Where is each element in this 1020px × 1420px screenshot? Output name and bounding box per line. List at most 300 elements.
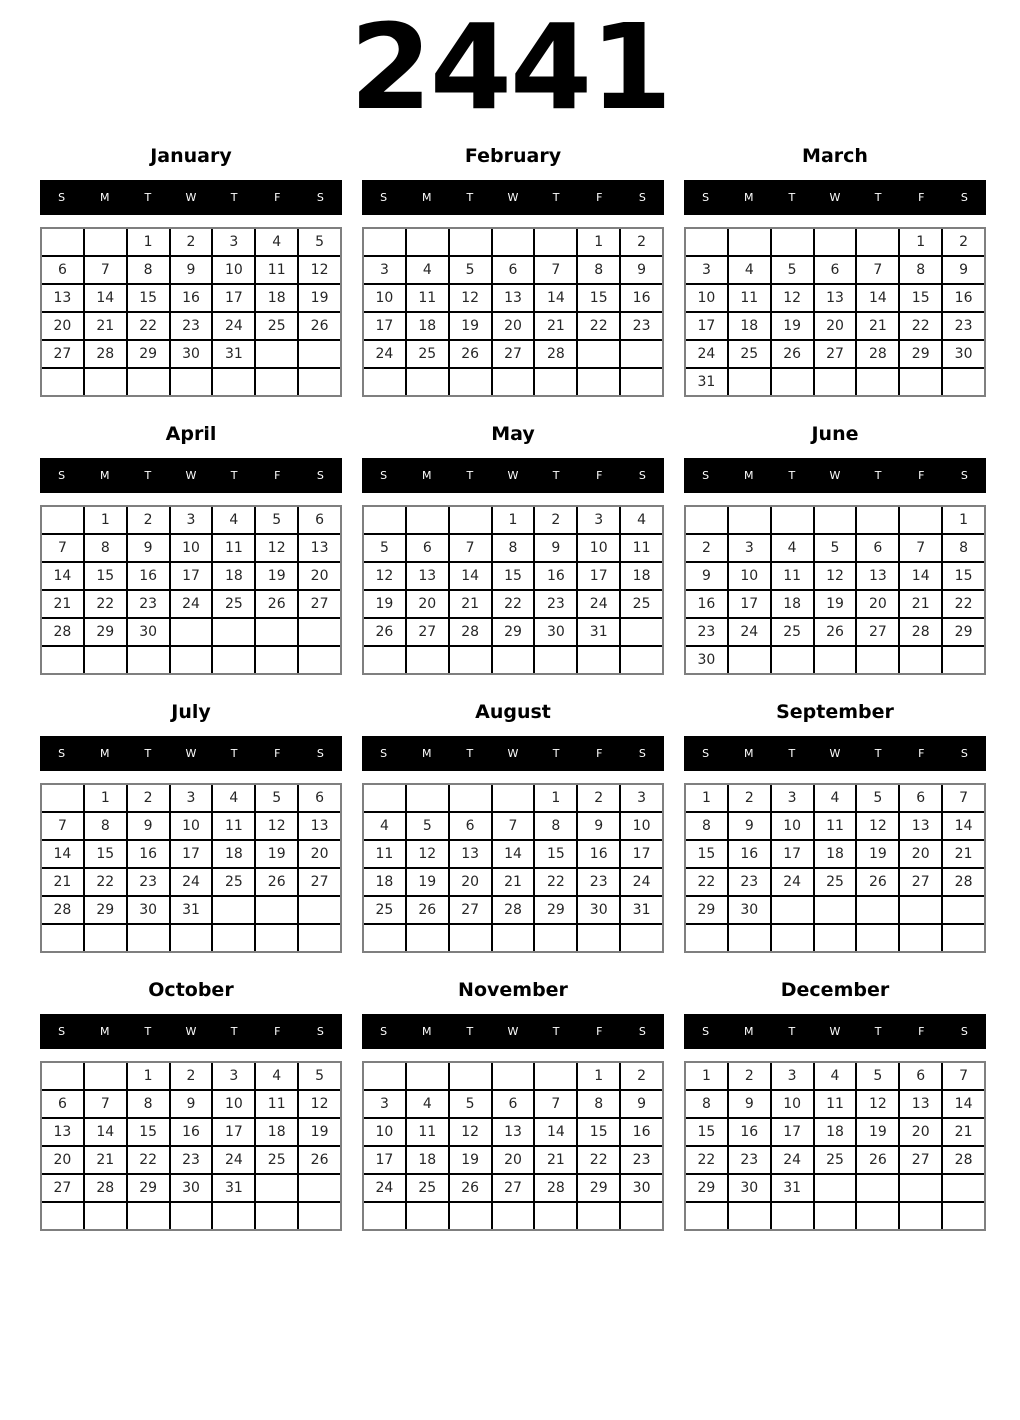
weekday-header-row (362, 1014, 664, 1049)
date-cell (943, 647, 984, 673)
date-cell: 12 (857, 813, 898, 839)
date-cell (85, 1063, 126, 1089)
date-cell (42, 1203, 83, 1229)
weekday-header-row (40, 180, 342, 215)
day-header: S (638, 1025, 646, 1038)
date-cell: 16 (128, 841, 169, 867)
date-cell: 11 (213, 813, 254, 839)
month-grid-border (362, 227, 664, 397)
date-cell: 2 (686, 535, 727, 561)
date-cell: 29 (85, 619, 126, 645)
date-cell: 28 (85, 1175, 126, 1201)
date-cell: 16 (621, 1119, 662, 1145)
date-cell: 2 (578, 785, 619, 811)
date-cell: 4 (256, 229, 297, 255)
date-cell: 31 (213, 341, 254, 367)
day-header: W (507, 469, 519, 482)
date-cell (171, 925, 212, 951)
day-header: T (788, 191, 796, 204)
date-cell (364, 647, 405, 673)
date-cell: 14 (535, 1119, 576, 1145)
date-cell: 2 (128, 785, 169, 811)
date-cell: 23 (729, 869, 770, 895)
date-cell: 14 (943, 1091, 984, 1117)
day-header: W (185, 191, 197, 204)
date-cell: 31 (171, 897, 212, 923)
month-title: July (171, 701, 211, 723)
date-cell: 27 (42, 1175, 83, 1201)
date-cell: 26 (256, 591, 297, 617)
date-cell: 29 (128, 341, 169, 367)
date-cell: 5 (299, 229, 340, 255)
date-cell: 9 (128, 813, 169, 839)
date-cell (213, 1203, 254, 1229)
day-header: T (552, 747, 560, 760)
date-cell: 8 (686, 813, 727, 839)
date-cell (729, 647, 770, 673)
date-cell (407, 925, 448, 951)
date-cell: 13 (900, 813, 941, 839)
date-cell (450, 925, 491, 951)
day-header: T (230, 747, 238, 760)
date-cell (772, 1203, 813, 1229)
date-cell: 2 (943, 229, 984, 255)
date-cell: 23 (621, 1147, 662, 1173)
date-cell: 18 (256, 285, 297, 311)
date-cell: 25 (621, 591, 662, 617)
day-header: W (185, 469, 197, 482)
date-cell (128, 925, 169, 951)
weekday-header-row (684, 180, 986, 215)
date-cell (299, 1203, 340, 1229)
date-cell (256, 619, 297, 645)
date-cell: 9 (729, 813, 770, 839)
month-title: January (150, 145, 232, 167)
date-cell: 30 (686, 647, 727, 673)
date-cell (364, 785, 405, 811)
date-cell: 11 (621, 535, 662, 561)
month-august (362, 698, 664, 953)
month-title: September (776, 701, 894, 723)
date-cell (900, 925, 941, 951)
date-cell: 10 (686, 285, 727, 311)
date-cell: 1 (128, 1063, 169, 1089)
date-cell (857, 647, 898, 673)
date-cell: 25 (407, 1175, 448, 1201)
date-cell: 3 (171, 507, 212, 533)
date-cell: 8 (85, 535, 126, 561)
date-cell: 30 (128, 619, 169, 645)
date-cell (772, 925, 813, 951)
date-cell (128, 369, 169, 395)
date-cell: 1 (128, 229, 169, 255)
date-cell: 8 (578, 1091, 619, 1117)
day-header: M (743, 747, 754, 760)
date-cell (857, 229, 898, 255)
date-cell: 7 (42, 813, 83, 839)
date-cell: 20 (493, 1147, 534, 1173)
date-cell: 16 (621, 285, 662, 311)
date-cell: 7 (900, 535, 941, 561)
date-cell: 6 (900, 1063, 941, 1089)
month-october (40, 976, 342, 1231)
day-header: T (552, 191, 560, 204)
date-cell: 17 (729, 591, 770, 617)
weekday-header-row (362, 736, 664, 771)
date-cell: 22 (85, 591, 126, 617)
month-grid (364, 785, 662, 951)
date-cell: 19 (450, 313, 491, 339)
date-cell: 5 (256, 507, 297, 533)
date-cell: 23 (686, 619, 727, 645)
month-april (40, 420, 342, 675)
month-grid-border (684, 783, 986, 953)
day-header: S (638, 747, 646, 760)
date-cell (686, 229, 727, 255)
date-cell: 21 (943, 1119, 984, 1145)
month-september (684, 698, 986, 953)
date-cell (493, 229, 534, 255)
date-cell: 16 (943, 285, 984, 311)
date-cell: 19 (256, 841, 297, 867)
date-cell (256, 647, 297, 673)
date-cell: 1 (943, 507, 984, 533)
date-cell: 10 (729, 563, 770, 589)
date-cell: 6 (42, 257, 83, 283)
date-cell: 7 (535, 1091, 576, 1117)
date-cell (900, 1175, 941, 1201)
date-cell: 18 (815, 841, 856, 867)
month-title: October (148, 979, 234, 1001)
date-cell (171, 619, 212, 645)
date-cell: 21 (900, 591, 941, 617)
date-cell: 24 (621, 869, 662, 895)
date-cell: 20 (42, 313, 83, 339)
date-cell: 8 (535, 813, 576, 839)
day-header: T (144, 191, 152, 204)
date-cell (85, 1203, 126, 1229)
day-header: T (874, 469, 882, 482)
day-header: W (829, 469, 841, 482)
date-cell: 4 (729, 257, 770, 283)
date-cell: 23 (535, 591, 576, 617)
date-cell: 21 (450, 591, 491, 617)
date-cell: 26 (450, 341, 491, 367)
date-cell: 23 (128, 869, 169, 895)
date-cell: 12 (256, 535, 297, 561)
date-cell: 22 (900, 313, 941, 339)
date-cell: 28 (42, 619, 83, 645)
date-cell: 26 (450, 1175, 491, 1201)
date-cell (535, 647, 576, 673)
day-header: T (552, 469, 560, 482)
date-cell: 17 (213, 1119, 254, 1145)
date-cell: 20 (900, 1119, 941, 1145)
date-cell: 21 (857, 313, 898, 339)
date-cell (85, 925, 126, 951)
day-header: S (58, 191, 66, 204)
date-cell (407, 785, 448, 811)
date-cell: 10 (772, 813, 813, 839)
date-cell (621, 925, 662, 951)
day-header: M (421, 469, 432, 482)
date-cell: 7 (943, 785, 984, 811)
date-cell (450, 647, 491, 673)
date-cell: 18 (815, 1119, 856, 1145)
day-header: S (316, 747, 324, 760)
weekday-header-row (362, 180, 664, 215)
date-cell: 26 (857, 869, 898, 895)
date-cell (450, 369, 491, 395)
date-cell: 3 (213, 1063, 254, 1089)
date-cell (256, 341, 297, 367)
day-header: F (596, 1025, 603, 1038)
date-cell: 28 (42, 897, 83, 923)
day-header: S (702, 747, 710, 760)
day-header: M (743, 191, 754, 204)
date-cell: 29 (900, 341, 941, 367)
date-cell: 3 (772, 1063, 813, 1089)
date-cell (299, 925, 340, 951)
date-cell: 8 (900, 257, 941, 283)
date-cell (42, 507, 83, 533)
day-header: W (829, 747, 841, 760)
date-cell: 2 (729, 785, 770, 811)
date-cell: 13 (493, 1119, 534, 1145)
date-cell: 30 (729, 897, 770, 923)
date-cell: 8 (85, 813, 126, 839)
day-header: F (918, 747, 925, 760)
weekday-header-row (40, 736, 342, 771)
date-cell (578, 341, 619, 367)
date-cell (729, 369, 770, 395)
date-cell: 30 (729, 1175, 770, 1201)
date-cell (943, 1175, 984, 1201)
date-cell: 2 (171, 1063, 212, 1089)
weekday-header-row (684, 736, 986, 771)
date-cell (364, 1063, 405, 1089)
day-header: S (702, 469, 710, 482)
date-cell: 14 (85, 1119, 126, 1145)
date-cell: 21 (535, 1147, 576, 1173)
date-cell (364, 507, 405, 533)
date-cell: 25 (256, 313, 297, 339)
date-cell (450, 1063, 491, 1089)
date-cell (213, 925, 254, 951)
date-cell: 24 (364, 1175, 405, 1201)
date-cell: 13 (450, 841, 491, 867)
date-cell: 22 (578, 313, 619, 339)
date-cell: 20 (900, 841, 941, 867)
date-cell: 17 (578, 563, 619, 589)
date-cell: 18 (256, 1119, 297, 1145)
day-header: F (596, 747, 603, 760)
months-grid (0, 142, 1020, 1254)
day-header: S (58, 469, 66, 482)
date-cell: 27 (857, 619, 898, 645)
date-cell (299, 619, 340, 645)
day-header: M (99, 469, 110, 482)
date-cell (450, 229, 491, 255)
day-header: F (918, 1025, 925, 1038)
day-header: M (421, 747, 432, 760)
date-cell: 1 (535, 785, 576, 811)
date-cell (450, 785, 491, 811)
date-cell: 8 (128, 1091, 169, 1117)
date-cell: 24 (213, 1147, 254, 1173)
date-cell: 31 (621, 897, 662, 923)
date-cell: 10 (364, 1119, 405, 1145)
day-header: S (702, 191, 710, 204)
date-cell: 17 (772, 841, 813, 867)
day-header: W (507, 747, 519, 760)
weekday-header-row (684, 458, 986, 493)
month-grid (364, 507, 662, 673)
date-cell (729, 925, 770, 951)
date-cell: 7 (493, 813, 534, 839)
date-cell: 25 (364, 897, 405, 923)
date-cell: 12 (450, 285, 491, 311)
date-cell: 25 (256, 1147, 297, 1173)
date-cell (900, 369, 941, 395)
day-header: S (638, 191, 646, 204)
date-cell: 13 (815, 285, 856, 311)
date-cell (42, 785, 83, 811)
date-cell: 29 (686, 1175, 727, 1201)
date-cell: 9 (171, 257, 212, 283)
month-grid (686, 507, 984, 673)
date-cell: 11 (364, 841, 405, 867)
date-cell: 23 (729, 1147, 770, 1173)
date-cell: 17 (213, 285, 254, 311)
date-cell: 6 (407, 535, 448, 561)
date-cell (493, 369, 534, 395)
day-header: W (829, 191, 841, 204)
date-cell: 11 (772, 563, 813, 589)
date-cell: 7 (450, 535, 491, 561)
day-header: F (918, 469, 925, 482)
date-cell: 24 (171, 869, 212, 895)
date-cell (535, 229, 576, 255)
month-january (40, 142, 342, 397)
date-cell (900, 507, 941, 533)
date-cell: 21 (535, 313, 576, 339)
month-grid-border (362, 783, 664, 953)
day-header: S (380, 469, 388, 482)
date-cell: 21 (943, 841, 984, 867)
month-december (684, 976, 986, 1231)
day-header: W (507, 1025, 519, 1038)
month-march (684, 142, 986, 397)
date-cell: 18 (729, 313, 770, 339)
month-grid-border (40, 1061, 342, 1231)
date-cell: 31 (213, 1175, 254, 1201)
weekday-header-row (40, 1014, 342, 1049)
date-cell: 12 (407, 841, 448, 867)
date-cell: 24 (772, 869, 813, 895)
date-cell (407, 229, 448, 255)
date-cell (815, 507, 856, 533)
date-cell: 11 (213, 535, 254, 561)
date-cell: 1 (578, 1063, 619, 1089)
date-cell: 4 (213, 785, 254, 811)
date-cell: 7 (85, 1091, 126, 1117)
date-cell: 22 (686, 869, 727, 895)
month-may (362, 420, 664, 675)
date-cell: 13 (299, 535, 340, 561)
day-header: T (466, 469, 474, 482)
date-cell: 17 (772, 1119, 813, 1145)
date-cell: 27 (42, 341, 83, 367)
date-cell (407, 369, 448, 395)
date-cell: 29 (686, 897, 727, 923)
month-title: August (475, 701, 551, 723)
date-cell (42, 647, 83, 673)
date-cell: 20 (815, 313, 856, 339)
date-cell (815, 1175, 856, 1201)
date-cell: 13 (900, 1091, 941, 1117)
date-cell: 6 (42, 1091, 83, 1117)
date-cell (857, 1175, 898, 1201)
date-cell: 11 (815, 1091, 856, 1117)
date-cell: 5 (407, 813, 448, 839)
date-cell: 10 (171, 535, 212, 561)
date-cell: 5 (772, 257, 813, 283)
date-cell: 22 (943, 591, 984, 617)
date-cell (407, 507, 448, 533)
date-cell (857, 507, 898, 533)
date-cell: 5 (857, 785, 898, 811)
date-cell: 15 (686, 1119, 727, 1145)
date-cell: 25 (772, 619, 813, 645)
month-grid-border (40, 783, 342, 953)
date-cell (42, 1063, 83, 1089)
date-cell: 27 (493, 1175, 534, 1201)
weekday-header-row (40, 458, 342, 493)
date-cell (407, 1203, 448, 1229)
date-cell (900, 647, 941, 673)
date-cell: 7 (943, 1063, 984, 1089)
date-cell (857, 897, 898, 923)
date-cell: 11 (407, 285, 448, 311)
date-cell: 7 (85, 257, 126, 283)
weekday-header-row (362, 458, 664, 493)
date-cell (299, 369, 340, 395)
date-cell: 20 (299, 563, 340, 589)
date-cell: 4 (772, 535, 813, 561)
date-cell: 6 (815, 257, 856, 283)
date-cell: 27 (450, 897, 491, 923)
date-cell (364, 925, 405, 951)
date-cell: 16 (128, 563, 169, 589)
date-cell: 22 (128, 1147, 169, 1173)
date-cell: 19 (256, 563, 297, 589)
date-cell: 10 (364, 285, 405, 311)
date-cell: 9 (621, 257, 662, 283)
date-cell: 6 (900, 785, 941, 811)
date-cell (171, 1203, 212, 1229)
date-cell: 12 (857, 1091, 898, 1117)
day-header: S (960, 191, 968, 204)
date-cell: 12 (815, 563, 856, 589)
date-cell: 6 (450, 813, 491, 839)
date-cell: 19 (857, 1119, 898, 1145)
month-title: June (811, 423, 859, 445)
date-cell: 11 (256, 257, 297, 283)
date-cell: 21 (85, 1147, 126, 1173)
date-cell: 16 (578, 841, 619, 867)
date-cell: 6 (493, 1091, 534, 1117)
